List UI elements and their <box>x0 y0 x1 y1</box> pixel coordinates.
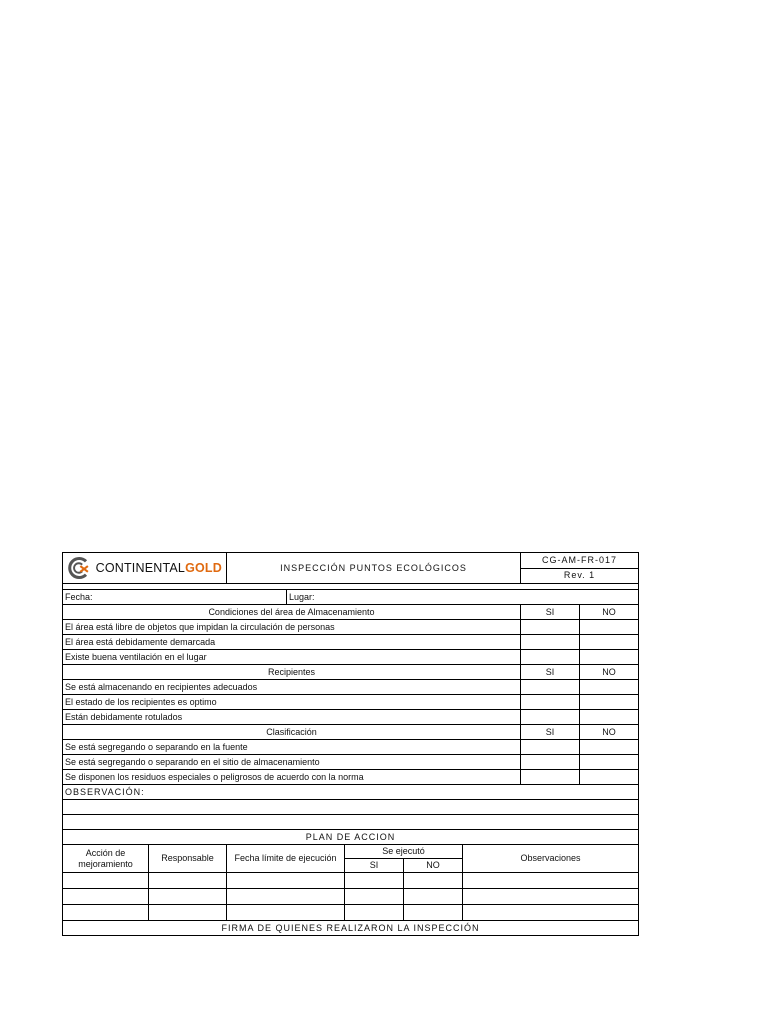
cell[interactable] <box>63 889 149 905</box>
si-checkbox[interactable] <box>521 710 580 725</box>
table-row <box>63 873 639 889</box>
checklist-item: El área está debidamente demarcada <box>63 635 521 650</box>
lugar-field[interactable]: Lugar: <box>287 590 639 605</box>
inspection-form <box>62 552 638 936</box>
no-header: NO <box>580 605 639 620</box>
si-checkbox[interactable] <box>521 740 580 755</box>
no-checkbox[interactable] <box>580 650 639 665</box>
cell[interactable] <box>404 889 463 905</box>
checklist-item: El área está libre de objetos que impidan la circulación de personas <box>63 620 521 635</box>
cell[interactable] <box>463 889 639 905</box>
col-ejecuto-header: Se ejecutó <box>345 845 463 859</box>
cell[interactable] <box>345 889 404 905</box>
logo-text-gold: GOLD <box>185 560 222 575</box>
cell[interactable] <box>345 905 404 921</box>
cell[interactable] <box>463 905 639 921</box>
continental-gold-emblem-icon <box>67 556 94 580</box>
cell[interactable] <box>463 873 639 889</box>
logo-cell <box>63 553 227 584</box>
cell[interactable] <box>227 905 345 921</box>
form-revision: Rev. 1 <box>521 568 639 584</box>
cell[interactable] <box>227 889 345 905</box>
cell[interactable] <box>149 889 227 905</box>
checklist-table <box>62 583 639 830</box>
section-title: Condiciones del área de Almacenamiento <box>63 605 521 620</box>
cell[interactable] <box>63 905 149 921</box>
action-plan-table <box>62 829 639 936</box>
si-checkbox[interactable] <box>521 635 580 650</box>
si-header: SI <box>521 665 580 680</box>
col-observaciones-header: Observaciones <box>463 845 639 873</box>
checklist-item: Están debidamente rotulados <box>63 710 521 725</box>
col-fecha-header: Fecha límite de ejecución <box>227 845 345 873</box>
plan-title: PLAN DE ACCION <box>63 830 639 845</box>
si-checkbox[interactable] <box>521 695 580 710</box>
no-checkbox[interactable] <box>580 695 639 710</box>
si-header: SI <box>521 725 580 740</box>
cell[interactable] <box>404 905 463 921</box>
no-header: NO <box>580 665 639 680</box>
observacion-label: OBSERVACIÓN: <box>63 785 639 800</box>
table-row <box>63 889 639 905</box>
checklist-item: El estado de los recipientes es optimo <box>63 695 521 710</box>
si-checkbox[interactable] <box>521 680 580 695</box>
firma-label: FIRMA DE QUIENES REALIZARON LA INSPECCIÓN <box>63 921 639 936</box>
no-checkbox[interactable] <box>580 740 639 755</box>
cell[interactable] <box>227 873 345 889</box>
cell[interactable] <box>404 873 463 889</box>
cell[interactable] <box>345 873 404 889</box>
checklist-item: Existe buena ventilación en el lugar <box>63 650 521 665</box>
cell[interactable] <box>63 873 149 889</box>
checklist-item: Se está segregando o separando en la fuente <box>63 740 521 755</box>
section-title: Clasificación <box>63 725 521 740</box>
checklist-item: Se está segregando o separando en el sitio de almacenamiento <box>63 755 521 770</box>
cell[interactable] <box>149 905 227 921</box>
checklist-item: Se está almacenando en recipientes adecuados <box>63 680 521 695</box>
no-checkbox[interactable] <box>580 680 639 695</box>
si-header: SI <box>521 605 580 620</box>
si-checkbox[interactable] <box>521 650 580 665</box>
si-checkbox[interactable] <box>521 770 580 785</box>
section-title: Recipientes <box>63 665 521 680</box>
no-checkbox[interactable] <box>580 635 639 650</box>
logo-text-continental: CONTINENTAL <box>95 560 186 575</box>
col-accion-header: Acción de mejoramiento <box>63 845 149 873</box>
col-no-header: NO <box>404 859 463 873</box>
form-title: INSPECCIÓN PUNTOS ECOLÓGICOS <box>227 553 521 584</box>
col-responsable-header: Responsable <box>149 845 227 873</box>
form-code: CG-AM-FR-017 <box>521 553 639 569</box>
no-checkbox[interactable] <box>580 620 639 635</box>
no-checkbox[interactable] <box>580 710 639 725</box>
form-header <box>62 552 639 584</box>
cell[interactable] <box>149 873 227 889</box>
table-row <box>63 905 639 921</box>
observacion-input[interactable] <box>63 815 639 830</box>
col-si-header: SI <box>345 859 404 873</box>
si-checkbox[interactable] <box>521 755 580 770</box>
company-logo <box>67 556 222 580</box>
fecha-field[interactable]: Fecha: <box>63 590 287 605</box>
si-checkbox[interactable] <box>521 620 580 635</box>
no-checkbox[interactable] <box>580 770 639 785</box>
no-header: NO <box>580 725 639 740</box>
observacion-input[interactable] <box>63 800 639 815</box>
checklist-item: Se disponen los residuos especiales o peligrosos de acuerdo con la norma <box>63 770 521 785</box>
no-checkbox[interactable] <box>580 755 639 770</box>
